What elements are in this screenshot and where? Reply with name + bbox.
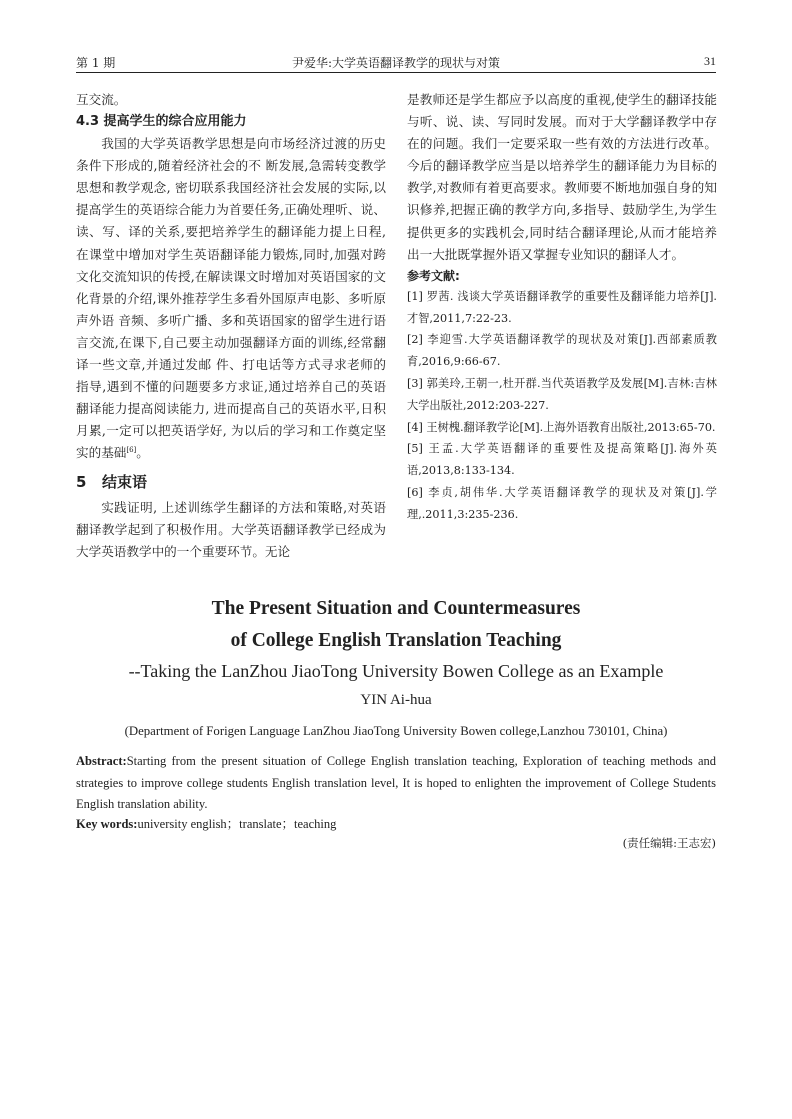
english-title xyxy=(76,593,716,657)
right-column xyxy=(407,89,717,526)
english-title-line1: The Present Situation and Countermeasures xyxy=(211,598,581,619)
keywords-label: Key words: xyxy=(76,817,138,831)
reference-item: [5] 王孟.大学英语翻译的重要性及提高策略[J].海外英语,2013,8:133-134. xyxy=(407,442,717,478)
english-keywords xyxy=(76,815,716,833)
section-title: 结束语 xyxy=(102,472,148,491)
references-heading: 参考文献: xyxy=(407,268,460,283)
conclusion-continuation: 是教师还是学生都应予以高度的重视,使学生的翻译技能与听、说、读、写同时发展。而对于大学翻译教学中存在的问题。我们一定要采取一些有效的方法进行改革。今后的翻译教学应当是以培养学生的翻译能力为目标的教学,对教师有着更高要求。教师要不断地加强自身的知识修养,把握正确的教学方向,多指导、鼓励学生,为学生提供更多的实践机会,同时结合翻译理论,从而才能培养出一大批既掌握外语又掌握专业知识的翻译人才。 xyxy=(407,92,717,262)
reference-item: [2] 李迎雪.大学英语翻译教学的现状及对策[J].西部素质教育,2016,9:66-67. xyxy=(407,333,717,369)
subsection-paragraph xyxy=(76,133,386,464)
abstract-label: Abstract: xyxy=(76,754,127,768)
page-number: 31 xyxy=(704,54,716,68)
reference-item: [4] 王树槐.翻译教学论[M].上海外语教育出版社,2013:65-70. xyxy=(407,420,716,434)
english-affiliation: (Department of Forigen Language LanZhou JiaoTong University Bowen college,Lanzhou 730101, China) xyxy=(124,724,668,738)
english-title-line2: of College English Translation Teaching xyxy=(230,630,562,651)
issue-label: 第 1 期 xyxy=(76,56,116,70)
reference-item: [6] 李贞,胡伟华.大学英语翻译教学的现状及对策[J].学理,.2011,3:235-236. xyxy=(407,485,717,521)
section-heading xyxy=(76,469,386,495)
reference-item: [3] 郭美玲,王朝一,杜开群.当代英语教学及发展[M].吉林:吉林大学出版社,2012:203-227. xyxy=(407,376,717,412)
abstract-text: Starting from the present situation of College English translation teaching, Exploration of teaching methods and strategies to improve college students English translation level, It is hoped to enlighten the improvement of College Students English translation ability. xyxy=(76,754,716,812)
left-column xyxy=(76,89,386,563)
running-title: 尹爱华:大学英语翻译教学的现状与对策 xyxy=(291,56,501,70)
citation-mark: [6] xyxy=(126,446,137,455)
page-header xyxy=(76,50,716,73)
reference-item: [1] 罗茜. 浅谈大学英语翻译教学的重要性及翻译能力培养[J].才智,2011,7:22-23. xyxy=(407,289,717,325)
conclusion-paragraph: 实践证明, 上述训练学生翻译的方法和策略,对英语翻译教学起到了积极作用。大学英语翻译教学已经成为大学英语教学中的一个重要环节。无论 xyxy=(76,499,386,559)
english-author: YIN Ai-hua xyxy=(360,692,432,708)
subsection-body: 我国的大学英语教学思想是向市场经济过渡的历史条件下形成的,随着经济社会的不 断发展,急需转变教学思想和教学观念, 密切联系我国经济社会发展的实际,以提高学生的英语综合能力为首要任务,正确处理听、说、读、写、译的关系,要把培养学生的翻译能力提上日程, 在课堂中增加对学生英语翻译能力锻炼,同时,加强对跨文化交流知识的传授,在解读课文时增加对英语国家的文化背景的介绍,课外推荐学生多看外国原声电影、多听原声外语 音频、多听广播、多和英语国家的留学生进行语言交流,在课下,自己要主动加强翻译方面的训练,经常翻译一些文章,并通过发邮 件、打电话等方式寻求老师的指导,遇到不懂的问题要多方求证,通过培养自己的英语翻译能力提高阅读能力, 进而提高自己的英语水平,日积月累,一定可以把英语学好, 为以后的学习和工作奠定坚实的基础 xyxy=(76,136,386,461)
subsection-heading: 4.3 提高学生的综合应用能力 xyxy=(76,114,247,130)
english-abstract xyxy=(76,751,716,816)
keywords-text: university english；translate；teaching xyxy=(137,817,337,831)
subsection-end: 。 xyxy=(136,445,149,461)
editor-note: (责任编辑:王志宏) xyxy=(622,836,716,850)
english-subtitle: --Taking the LanZhou JiaoTong University Bowen College as an Example xyxy=(128,661,664,681)
section-number: 5 xyxy=(76,472,87,491)
continuation-text: 互交流。 xyxy=(76,92,127,107)
